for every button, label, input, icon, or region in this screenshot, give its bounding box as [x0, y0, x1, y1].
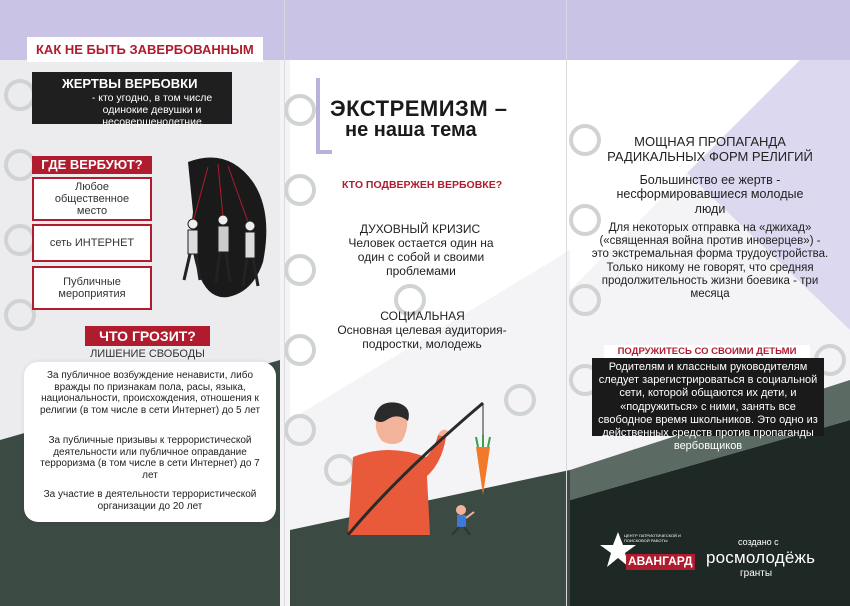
threat-paragraph-2: За публичные призывы к террористической деятельности или публичное оправдание терроризма (в том числе в сети Интернет) до 7 лет	[40, 435, 260, 481]
puppeteer-illustration	[168, 152, 276, 300]
where-item-events: Публичные мероприятия	[32, 266, 152, 310]
left-tag: КАК НЕ БЫТЬ ЗАВЕРБОВАННЫМ	[28, 38, 262, 61]
grants-label: гранты	[740, 568, 773, 579]
avangard-subtitle: ЦЕНТР ПАТРИОТИЧЕСКОЙ И ПОИСКОВОЙ РАБОТЫ	[624, 533, 681, 543]
main-title-line2: не наша тема	[345, 119, 477, 141]
propaganda-text: Большинство ее жертв - несформировавшиеся молодые люди	[616, 173, 804, 216]
avangard-name: АВАНГАРД	[628, 554, 693, 568]
friends-text: Родителям и классным руководителям следует зарегистрироваться в социальной сети, которой общаются их дети, и «подружиться» с ними, занять все свободное время школьников. Это одно из действенных средств против пропаганды вербовщиков	[598, 361, 818, 453]
crisis-title: ДУХОВНЫЙ КРИЗИС	[359, 222, 481, 236]
threat-paragraph-1: За публичное возбуждение ненависти, либо вражды по признакам пола, расы, языка, национальности, происхождения, отношения к религии (в том числе в сети Интернет) до 5 лет	[39, 370, 261, 416]
propaganda-title: МОЩНАЯ ПРОПАГАНДА РАДИКАЛЬНЫХ ФОРМ РЕЛИГИЙ	[607, 134, 813, 164]
panel-divider	[284, 0, 285, 606]
threat-paragraph-3: За участие в деятельности террористической организации до 20 лет	[43, 489, 257, 512]
threat-header: ЧТО ГРОЗИТ?	[85, 326, 210, 346]
where-item-public-place: Любое общественное место	[32, 177, 152, 221]
social-text: Основная целевая аудитория- подростки, молодежь	[337, 323, 507, 351]
rosmolodezh-brand: росмолодёжь	[706, 548, 816, 567]
crisis-text: Человек остается один на один с собой и своими проблемами	[348, 236, 494, 278]
victims-title: ЖЕРТВЫ ВЕРБОВКИ	[62, 76, 198, 91]
where-header: ГДЕ ВЕРБУЮТ?	[32, 156, 152, 174]
victims-text: - кто угодно, в том числе одинокие девушки и несовершенолетние	[91, 92, 213, 129]
friends-box	[592, 358, 824, 453]
friends-header: ПОДРУЖИТЕСЬ СО СВОИМИ ДЕТЬМИ	[604, 345, 810, 360]
fishing-illustration	[318, 395, 518, 535]
jihad-text: Для некоторых отправка на «джихад» («священная война против иноверцев») - это экстремальная форма трудоустройства. Только никому не говорят, что средняя продолжительность жизни боевика - три месяца	[591, 222, 829, 301]
where-item-internet: сеть ИНТЕРНЕТ	[32, 224, 152, 262]
threat-subtitle: ЛИШЕНИЕ СВОБОДЫ	[90, 348, 205, 360]
main-title-line1: ЭКСТРЕМИЗМ –	[330, 96, 508, 121]
threat-card	[24, 362, 276, 522]
who-header: КТО ПОДВЕРЖЕН ВЕРБОВКЕ?	[338, 177, 506, 193]
panel-divider	[566, 0, 567, 606]
social-title: СОЦИАЛЬНАЯ	[380, 309, 465, 323]
avangard-logo	[598, 528, 698, 578]
victims-box	[32, 72, 232, 129]
created-with: создано с	[738, 537, 779, 547]
